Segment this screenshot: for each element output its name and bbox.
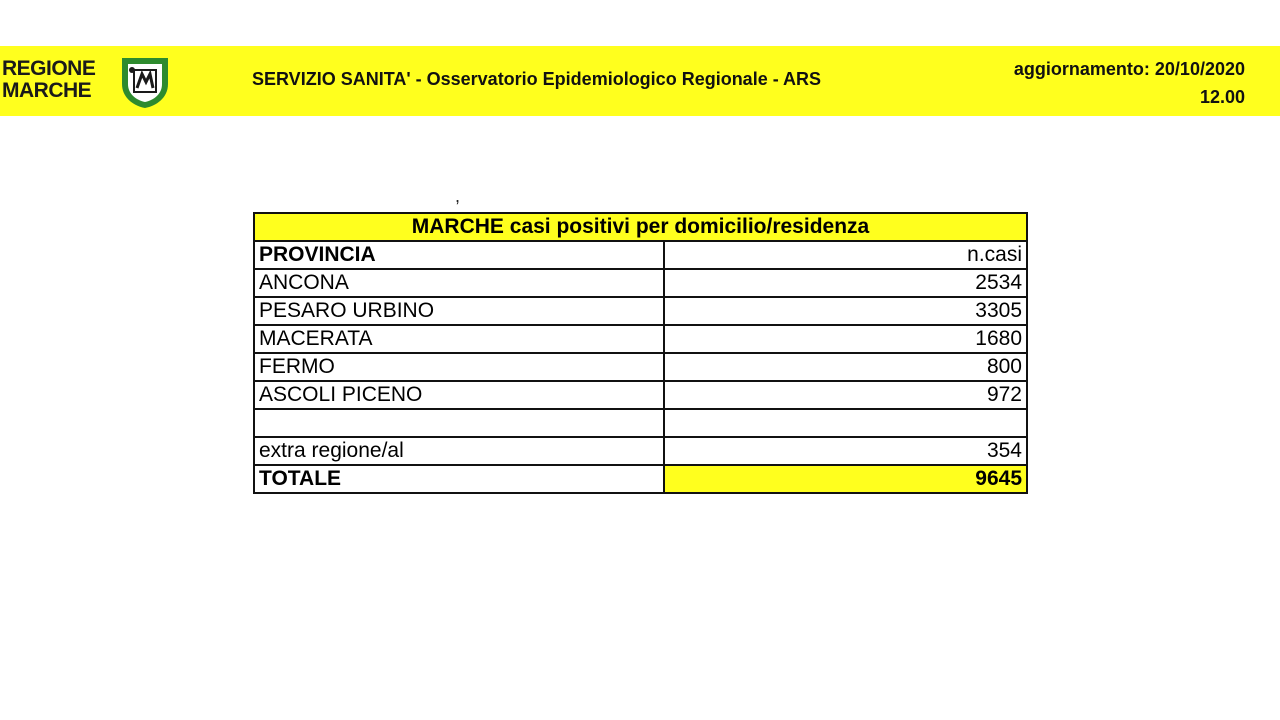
province-cell: MACERATA <box>254 325 664 353</box>
table-row <box>254 381 1027 409</box>
province-cell: FERMO <box>254 353 664 381</box>
cases-cell: 972 <box>664 381 1027 409</box>
table-row <box>254 269 1027 297</box>
table-row <box>254 325 1027 353</box>
cases-cell: 800 <box>664 353 1027 381</box>
update-info <box>1014 55 1245 111</box>
stray-mark: , <box>455 186 461 206</box>
table-row <box>254 437 1027 465</box>
total-value: 9645 <box>664 465 1027 493</box>
table-title: MARCHE casi positivi per domicilio/residenza <box>254 213 1027 241</box>
table-header-row <box>254 241 1027 269</box>
province-cell: ANCONA <box>254 269 664 297</box>
header-banner <box>0 46 1280 116</box>
province-cell: PESARO URBINO <box>254 297 664 325</box>
service-title: SERVIZIO SANITA' - Osservatorio Epidemiologico Regionale - ARS <box>252 69 822 89</box>
table-row <box>254 297 1027 325</box>
update-time: 12.00 <box>1199 87 1245 107</box>
table-row <box>254 353 1027 381</box>
logo-line-1: REGIONE <box>2 57 96 80</box>
column-header-cases: n.casi <box>664 241 1027 269</box>
logo-text <box>2 58 95 102</box>
province-cell: ASCOLI PICENO <box>254 381 664 409</box>
logo-line-2: MARCHE <box>2 79 92 102</box>
total-label: TOTALE <box>254 465 664 493</box>
cases-table <box>253 212 1028 494</box>
cases-cell: 1680 <box>664 325 1027 353</box>
regional-emblem-icon <box>118 54 172 110</box>
province-cell: extra regione/al <box>254 437 664 465</box>
cases-cell: 3305 <box>664 297 1027 325</box>
cases-cell: 354 <box>664 437 1027 465</box>
cases-cell <box>664 409 1027 437</box>
table-title-row <box>254 213 1027 241</box>
cases-cell: 2534 <box>664 269 1027 297</box>
table-row-empty <box>254 409 1027 437</box>
column-header-province: PROVINCIA <box>254 241 664 269</box>
update-date: aggiornamento: 20/10/2020 <box>1013 59 1245 79</box>
table-total-row <box>254 465 1027 493</box>
province-cell <box>254 409 664 437</box>
regione-marche-logo <box>0 54 175 110</box>
